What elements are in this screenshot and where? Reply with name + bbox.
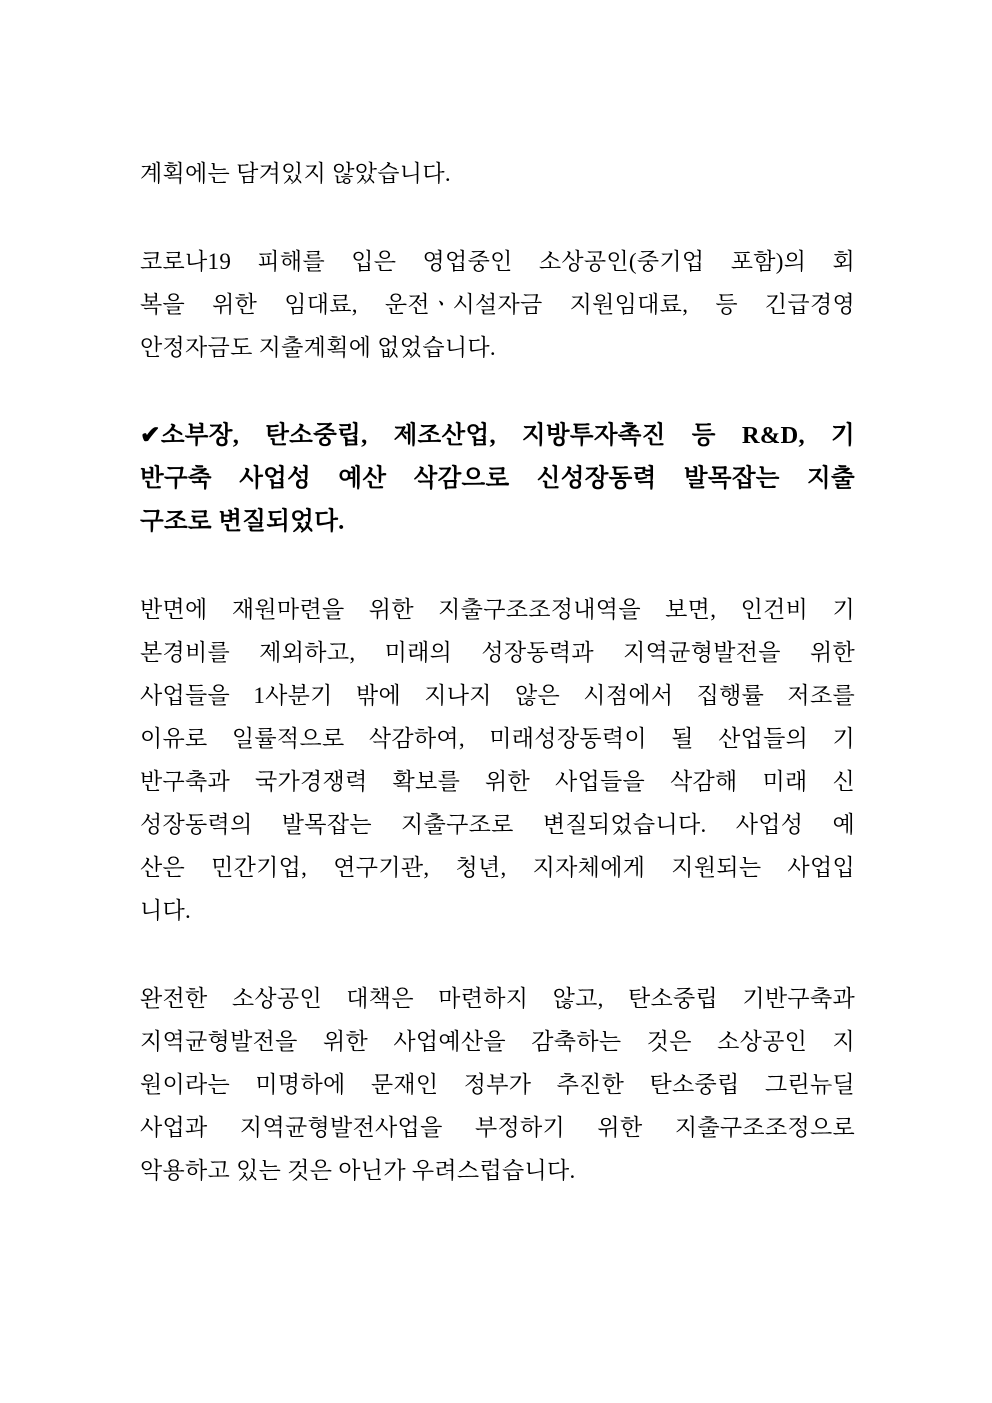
paragraph-budget-restructuring <box>140 588 855 932</box>
text-line: 완전한 소상공인 대책은 마련하지 않고, 탄소중립 기반구축과 <box>140 986 855 1011</box>
text-line: 복을 위한 임대료, 운전ㆍ시설자금 지원임대료, 등 긴급경영 <box>140 292 855 317</box>
text-line: 원이라는 미명하에 문재인 정부가 추진한 탄소중립 그린뉴딜 <box>140 1072 855 1097</box>
text-line: 사업들을 1사분기 밖에 지나지 않은 시점에서 집행률 저조를 <box>140 683 855 708</box>
document-content <box>140 152 855 1237</box>
text-line: 계획에는 담겨있지 않았습니다. <box>140 161 451 186</box>
text-line: 산은 민간기업, 연구기관, 청년, 지자체에게 지원되는 사업입 <box>140 855 855 880</box>
text-line: 지역균형발전을 위한 사업예산을 감축하는 것은 소상공인 지 <box>140 1029 855 1054</box>
paragraph-heading-checkmark <box>140 414 855 543</box>
text-line: 사업과 지역균형발전사업을 부정하기 위한 지출구조조정으로 <box>140 1115 855 1140</box>
paragraph-intro <box>140 152 855 195</box>
text-line: 코로나19 피해를 입은 영업중인 소상공인(중기업 포함)의 회 <box>140 249 855 274</box>
text-line: 이유로 일률적으로 삭감하여, 미래성장동력이 될 산업들의 기 <box>140 726 855 751</box>
text-line: 니다. <box>140 898 192 923</box>
text-line-with-check-icon: ✔소부장, 탄소중립, 제조산업, 지방투자촉진 등 R&D, 기 <box>140 422 855 449</box>
text-line: 반면에 재원마련을 위한 지출구조조정내역을 보면, 인건비 기 <box>140 597 855 622</box>
text-line: 반구축과 국가경쟁력 확보를 위한 사업들을 삭감해 미래 신 <box>140 769 855 794</box>
text-line: 구조로 변질되었다. <box>140 508 345 535</box>
text-line: 반구축 사업성 예산 삭감으로 신성장동력 발목잡는 지출 <box>140 465 855 492</box>
paragraph-covid-support <box>140 240 855 369</box>
text-line: 성장동력의 발목잡는 지출구조로 변질되었습니다. 사업성 예 <box>140 812 855 837</box>
text-line: 안정자금도 지출계획에 없었습니다. <box>140 335 496 360</box>
paragraph-concern-conclusion <box>140 977 855 1192</box>
text-line: 악용하고 있는 것은 아닌가 우려스럽습니다. <box>140 1158 576 1183</box>
text-line: 본경비를 제외하고, 미래의 성장동력과 지역균형발전을 위한 <box>140 640 855 665</box>
